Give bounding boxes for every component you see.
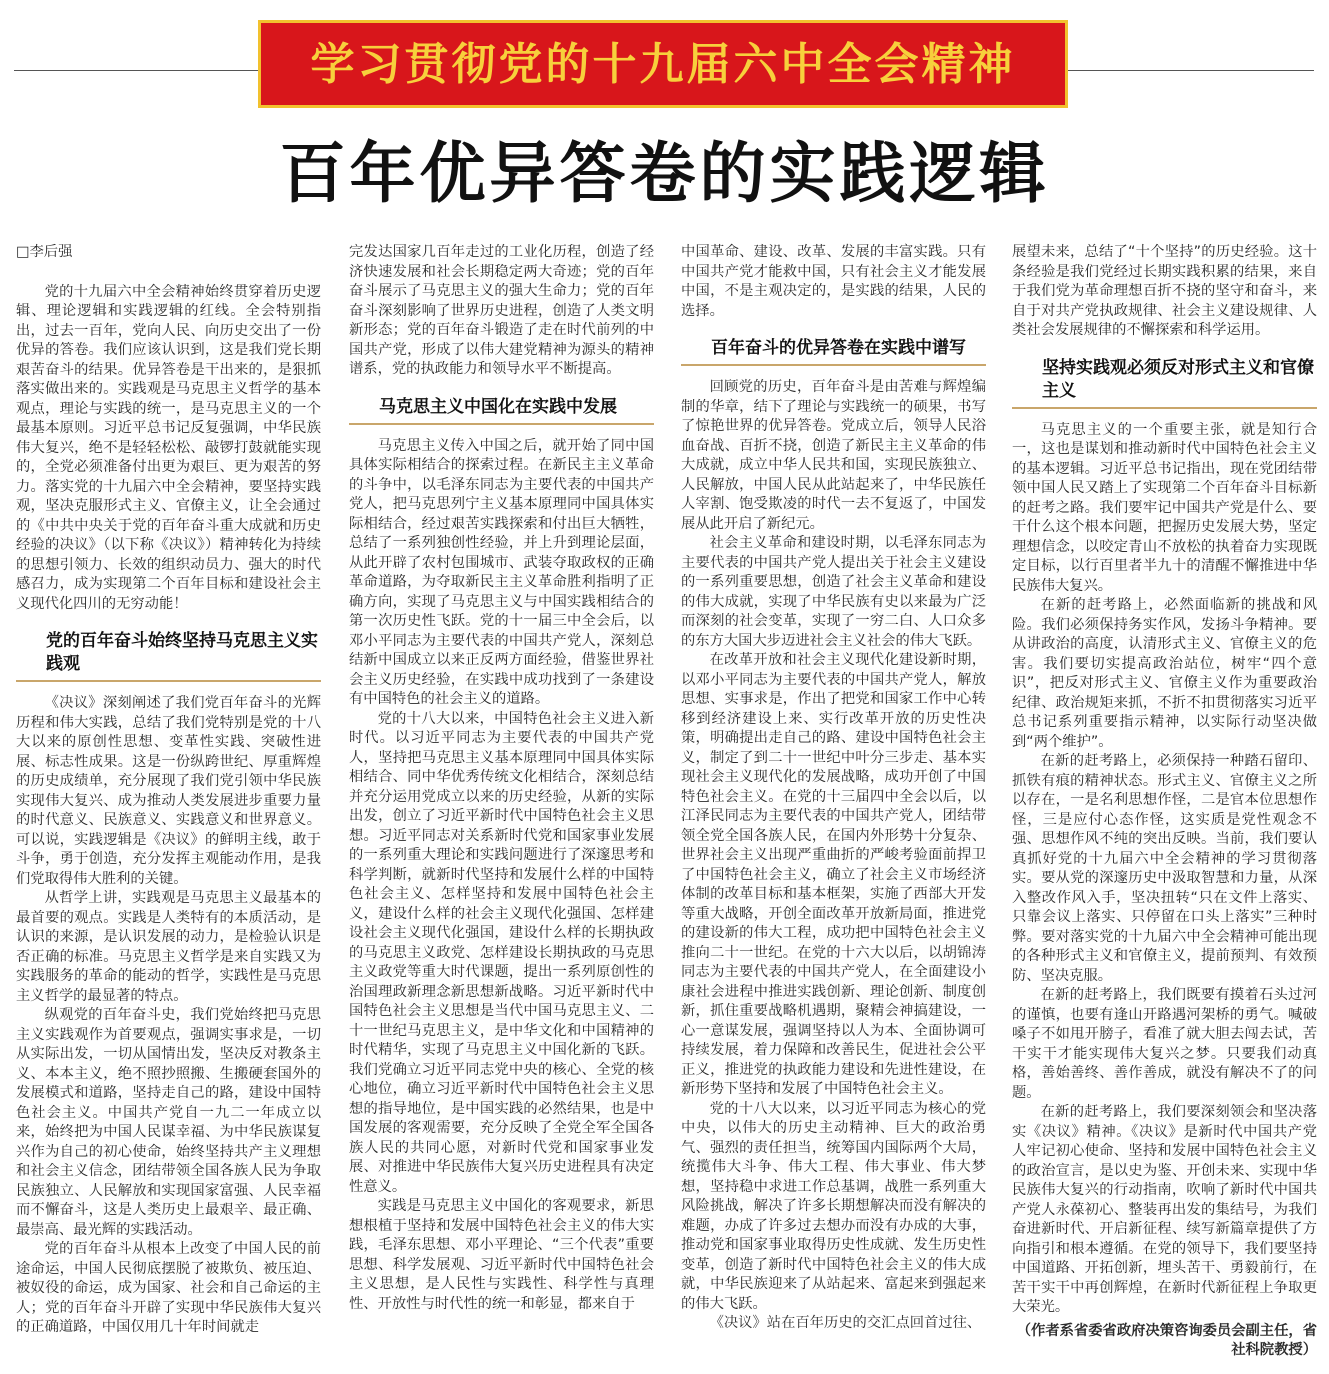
paragraph: 党的百年奋斗从根本上改变了中国人民的前途命运，中国人民彻底摆脱了被欺负、被压迫、被奴役的命运，成为国家、社会和自己命运的主人；党的百年奋斗开辟了实现中华民族伟大复兴的正确道路，中国仅用几十年时间就走: [16, 1241, 321, 1335]
paragraph: 党的十八大以来，中国特色社会主义进入新时代。以习近平同志为主要代表的中国共产党人，坚持把马克思主义基本原理同中国具体实际相结合、同中华优秀传统文化相结合，深刻总结并充分运用党成立以来的历史经验，从新的实际出发，创立了习近平新时代中国特色社会主义思想。习近平同志对关系新时代党和国家事业发展的一系列重大理论和实践问题进行了深邃思考和科学判断，就新时代坚持和发展什么样的中国特色社会主义、怎样坚持和发展中国特色社会主义，建设什么样的社会主义现代化强国、怎样建设社会主义现代化强国，建设什么样的长期执政的马克思主义政党、怎样建设长期执政的马克思主义政党等重大时代课题，提出一系列原创性的治国理政新理念新思想新战略。习近平新时代中国特色社会主义思想是当代中国马克思主义、二十一世纪马克思主义，是中华文化和中国精神的时代精华，实现了马克思主义中国化新的飞跃。我们党确立习近平同志党中央的核心、全党的核心地位，确立习近平新时代中国特色社会主义思想的指导地位，是中国实践的必然结果，也是中国发展的客观需要，充分反映了全党全军全国各族人民的共同心愿，对新时代党和国家事业发展、对推进中华民族伟大复兴历史进程具有决定性意义。: [349, 710, 654, 1195]
paragraph: 从哲学上讲，实践观是马克思主义最基本的最首要的观点。实践是人类特有的本质活动，是认识的来源，是认识发展的动力，是检验认识是否正确的标准。马克思主义哲学是来自实践又为实践服务的革命的能动的哲学，实践性是马克思主义哲学的最显著的特点。: [16, 890, 321, 1004]
paragraph: 回顾党的历史，百年奋斗是由苦难与辉煌编制的华章，结下了理论与实践统一的硕果，书写了惊艳世界的优异答卷。党成立后，领导人民浴血奋战、百折不挠，创造了新民主主义革命的伟大成就，成立中华人民共和国，实现民族独立、人民解放，中国人民从此站起来了，中华民族任人宰割、饱受欺凌的时代一去不复返了，中国发展从此开启了新纪元。: [681, 379, 986, 532]
paragraph: 在新的赶考路上，我们既要有摸着石头过河的谨慎，也要有逢山开路遇河架桥的勇气。喊破嗓子不如甩开膀子，看准了就大胆去闯去试，苦干实干才能实现伟大复兴之梦。只要我们动真格，善始善终、善作善成，就没有解决不了的问题。: [1012, 987, 1317, 1101]
paragraph: 社会主义革命和建设时期，以毛泽东同志为主要代表的中国共产党人提出关于社会主义建设的一系列重要思想，创造了社会主义革命和建设的伟大成就，实现了中华民族有史以来最为广泛而深刻的社会变革，实现了一穷二白、人口众多的东方大国大步迈进社会主义社会的伟大飞跃。: [681, 535, 986, 649]
paragraph: 在改革开放和社会主义现代化建设新时期，以邓小平同志为主要代表的中国共产党人，解放思想、实事求是，作出了把党和国家工作中心转移到经济建设上来、实行改革开放的历史性决策，明确提出走自己的路、建设中国特色社会主义，制定了到二十一世纪中叶分三步走、基本实现社会主义现代化的发展战略，成功开创了中国特色社会主义。在党的十三届四中全会以后，以江泽民同志为主要代表的中国共产党人，团结带领全党全国各族人民，在国内外形势十分复杂、世界社会主义出现严重曲折的严峻考验面前捍卫了中国特色社会主义，确立了社会主义市场经济体制的改革目标和基本框架，实施了西部大开发等重大战略，开创全面改革开放新局面，推进党的建设新的伟大工程，成功把中国特色社会主义推向二十一世纪。在党的十六大以后，以胡锦涛同志为主要代表的中国共产党人，在全面建设小康社会进程中推进实践创新、理论创新、制度创新，抓住重要战略机遇期，聚精会神搞建设，一心一意谋发展，强调坚持以人为本、全面协调可持续发展，着力保障和改善民生，促进社会公平正义，推进党的执政能力建设和先进性建设，在新形势下坚持和发展了中国特色社会主义。: [681, 652, 986, 1097]
section-heading: 百年奋斗的优异答卷在实践中谱写: [681, 337, 986, 366]
paragraph: 纵观党的百年奋斗史，我们党始终把马克思主义实践观作为首要观点，强调实事求是，一切从实际出发，一切从国情出发，坚决反对教条主义、本本主义，绝不照抄照搬、生搬硬套国外的发展模式和道路，坚持走自己的路，建设中国特色社会主义。中国共产党自一九二一年成立以来，始终把为中国人民谋幸福、为中华民族谋复兴作为自己的初心使命，始终坚持共产主义理想和社会主义信念，团结带领全国各族人民为争取民族独立、人民解放和实现国家富强、人民幸福而不懈奋斗，这是人类历史上最艰辛、最正确、最崇高、最光辉的实践活动。: [16, 1007, 321, 1238]
paragraph: 党的十九届六中全会精神始终贯穿着历史逻辑、理论逻辑和实践逻辑的红线。全会特别指出，过去一百年，党向人民、向历史交出了一份优异的答卷。我们应该认识到，这是我们党长期艰苦奋斗的结果。优异答卷是干出来的，是狠抓落实做出来的。实践观是马克思主义哲学的基本观点，理论与实践的统一，是马克思主义的一个最基本原则。习近平总书记反复强调，中华民族伟大复兴，绝不是轻轻松松、敲锣打鼓就能实现的，全党必须准备付出更为艰巨、更为艰苦的努力。落实党的十九届六中全会精神，要坚持实践观，坚决克服形式主义、官僚主义，让全会通过的《中共中央关于党的百年奋斗重大成就和历史经验的决议》（以下称《决议》）精神转化为持续的思想引领力、长效的组织动员力、强大的时代感召力，成为实现第二个百年目标和建设社会主义现代化四川的无穷动能！: [16, 283, 321, 612]
paragraph-continued: 展望未来，总结了“十个坚持”的历史经验。这十条经验是我们党经过长期实践积累的结果，来自于我们党为革命理想百折不挠的坚守和奋斗，来自于对共产党执政规律、社会主义建设规律、人类社会发展规律的不懈探索和科学运用。: [1012, 244, 1317, 338]
banner-text: 学习贯彻党的十九届六中全会精神: [310, 39, 1016, 90]
author-byline: □李后强: [16, 244, 73, 260]
header-rule-left: [14, 70, 258, 71]
paragraph: 马克思主义的一个重要主张，就是知行合一，这也是谋划和推动新时代中国特色社会主义的基本逻辑。习近平总书记指出，现在党团结带领中国人民又踏上了实现第二个百年奋斗目标新的赶考之路。我们要牢记中国共产党是什么、要干什么这个根本问题，把握历史发展大势，坚定理想信念，以咬定青山不放松的执着奋力实现既定目标，以行百里者半九十的清醒不懈推进中华民族伟大复兴。: [1012, 421, 1317, 594]
paragraph: 《决议》深刻阐述了我们党百年奋斗的光辉历程和伟大实践，总结了我们党特别是党的十八大以来的原创性思想、变革性实践、突破性进展、标志性成果。这是一份纵跨世纪、厚重辉煌的历史成绩单，充分展现了我们党引领中华民族实现伟大复兴、成为推动人类发展进步重要力量的时代意义、民族意义、实践意义和世界意义。可以说，实践逻辑是《决议》的鲜明主线，敢于斗争，勇于创造，充分发挥主观能动作用，是我们党取得伟大胜利的关键。: [16, 695, 321, 887]
article-column-3: [681, 243, 986, 1368]
article-headline: 百年优异答卷的实践逻辑: [279, 135, 1050, 212]
paragraph: 在新的赶考路上，必须保持一种踏石留印、抓铁有痕的精神状态。形式主义、官僚主义之所以存在，一是名利思想作怪，二是官本位思想作怪，三是应付心态作怪，这实质是党性观念不强、思想作风不纯的突出反映。当前，我们要认真抓好党的十九届六中全会精神的学习贯彻落实。要从党的深邃历史中汲取智慧和力量，从深入整改作风入手，坚决扭转“只在文件上落实、只靠会议上落实、只停留在口头上落实”三种时弊。要对落实党的十九届六中全会精神可能出现的各种形式主义和官僚主义，提前预判、有效预防、坚决克服。: [1012, 753, 1317, 984]
column-banner: [258, 20, 1068, 108]
article-column-4: [1012, 243, 1317, 1368]
section-heading: 坚持实践观必须反对形式主义和官僚主义: [1012, 357, 1317, 409]
section-heading: 马克思主义中国化在实践中发展: [349, 396, 654, 425]
paragraph: 实践是马克思主义中国化的客观要求，新思想根植于坚持和发展中国特色社会主义的伟大实践，毛泽东思想、邓小平理论、“三个代表”重要思想、科学发展观、习近平新时代中国特色社会主义思想，是人民性与实践性、科学性与真理性、开放性与时代性的统一和彰显，都来自于: [349, 1198, 654, 1312]
paragraph: 《决议》站在百年历史的交汇点回首过往、: [709, 1315, 982, 1331]
article-column-2: [349, 243, 654, 1368]
author-credit: （作者系省委省政府决策咨询委员会副主任，省社科院教授）: [1016, 1322, 1317, 1358]
paragraph-continued: 中国革命、建设、改革、发展的丰富实践。只有中国共产党才能救中国，只有社会主义才能发展中国，不是主观决定的，是实践的结果，人民的选择。: [681, 244, 986, 319]
header-rule-right: [1068, 70, 1314, 71]
paragraph-continued: 完发达国家几百年走过的工业化历程，创造了经济快速发展和社会长期稳定两大奇迹；党的百年奋斗展示了马克思主义的强大生命力；党的百年奋斗深刻影响了世界历史进程，创造了人类文明新形态；党的百年奋斗锻造了走在时代前列的中国共产党，形成了以伟大建党精神为源头的精神谱系，党的执政能力和领导水平不断提高。: [349, 244, 654, 377]
paragraph: 在新的赶考路上，我们要深刻领会和坚决落实《决议》精神。《决议》是新时代中国共产党人牢记初心使命、坚持和发展中国特色社会主义的政治宣言，是以史为鉴、开创未来、实现中华民族伟大复兴的行动指南，吹响了新时代中国共产党人永葆初心、整装再出发的集结号，为我们奋进新时代、开启新征程、续写新篇章提供了方向指引和根本遵循。在党的领导下，我们要坚持中国道路、开拓创新，埋头苦干、勇毅前行，在苦干实干中再创辉煌，在新时代新征程上争取更大荣光。: [1012, 1104, 1317, 1315]
article-column-1: [16, 243, 321, 1368]
paragraph: 党的十八大以来，以习近平同志为核心的党中央，以伟大的历史主动精神、巨大的政治勇气、强烈的责任担当，统筹国内国际两个大局，统揽伟大斗争、伟大工程、伟大事业、伟大梦想，坚持稳中求进工作总基调，战胜一系列重大风险挑战，解决了许多长期想解决而没有解决的难题，办成了许多过去想办而没有办成的大事，推动党和国家事业取得历史性成就、发生历史性变革，创造了新时代中国特色社会主义的伟大成就，中华民族迎来了从站起来、富起来到强起来的伟大飞跃。: [681, 1100, 986, 1312]
paragraph: 在新的赶考路上，必然面临新的挑战和风险。我们必须保持务实作风，发扬斗争精神。要从讲政治的高度，认清形式主义、官僚主义的危害。我们要切实提高政治站位，树牢“四个意识”，把反对形式主义、官僚主义作为重要政治纪律、政治规矩来抓，不折不扣贯彻落实习近平总书记系列重要指示精神，以实际行动坚决做到“两个维护”。: [1012, 597, 1317, 750]
section-heading: 党的百年奋斗始终坚持马克思主义实践观: [16, 630, 321, 682]
paragraph: 马克思主义传入中国之后，就开始了同中国具体实际相结合的探索过程。在新民主主义革命的斗争中，以毛泽东同志为主要代表的中国共产党人，把马克思列宁主义基本原理同中国具体实际相结合，经过艰苦实践探索和付出巨大牺牲，总结了一系列独创性经验，并上升到理论层面，从此开辟了农村包围城市、武装夺取政权的正确革命道路，为夺取新民主主义革命胜利指明了正确方向，实现了马克思主义与中国实践相结合的第一次历史性飞跃。党的十一届三中全会后，以邓小平同志为主要代表的中国共产党人，深刻总结新中国成立以来正反两方面经验，借鉴世界社会主义历史经验，在实践中成功找到了一条建设有中国特色的社会主义的道路。: [349, 437, 654, 707]
